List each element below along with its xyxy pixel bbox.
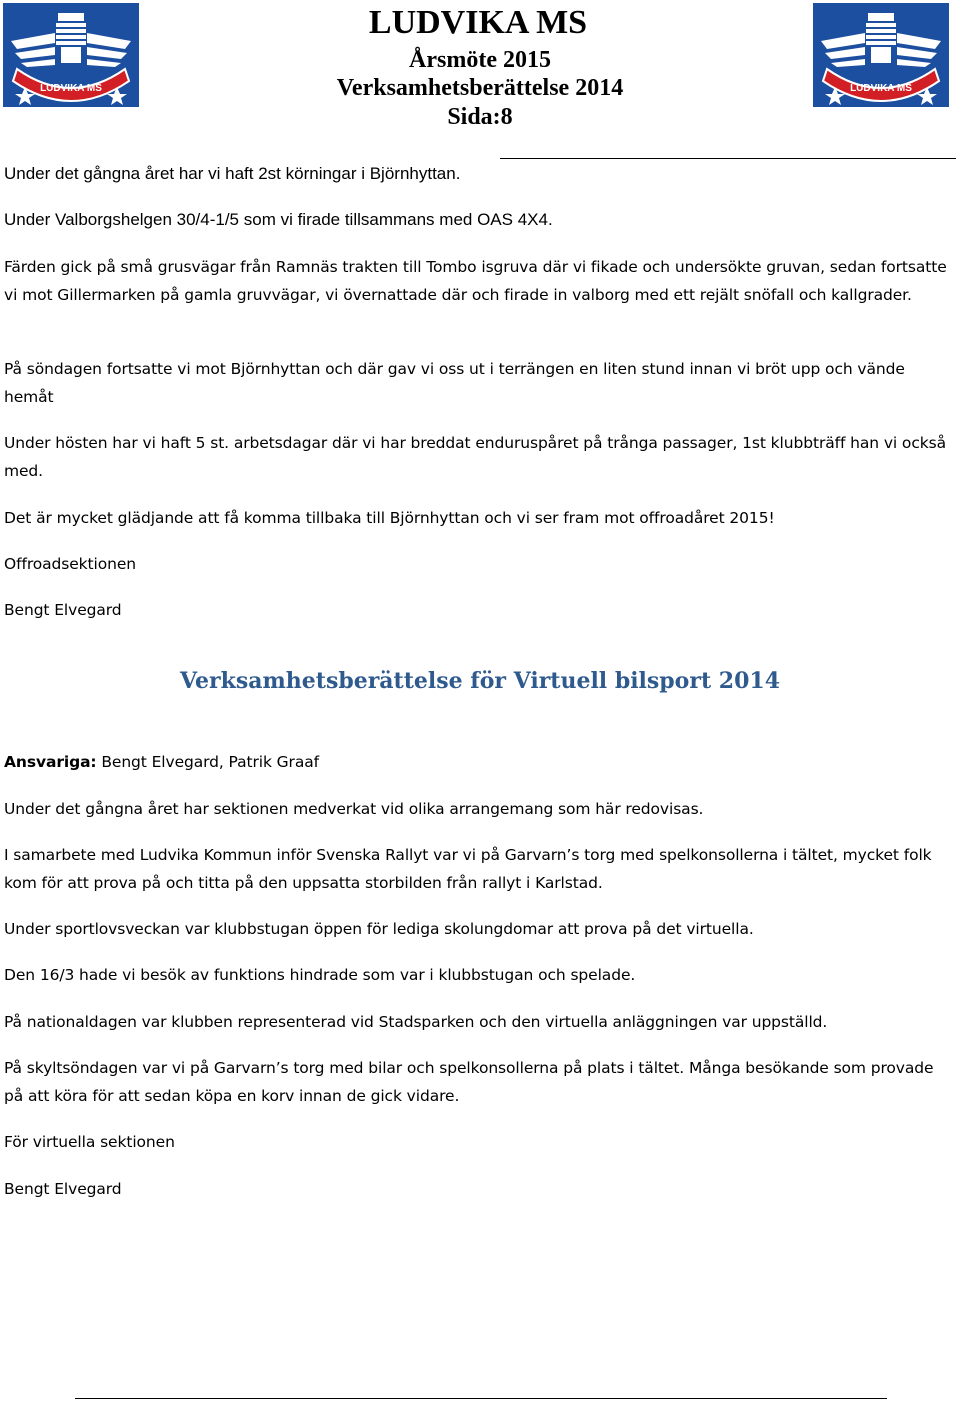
offroad-paragraph-4: På söndagen fortsatte vi mot Björnhyttan och där gav vi oss ut i terrängen en liten stund innan vi bröt upp och vände hemåt [4,360,905,406]
virtual-paragraph-3: Under sportlovsveckan var klubbstugan öppen för lediga skolungdomar att prova på det virtuella. [4,920,754,938]
meeting-title: Årsmöte 2015 [409,47,551,73]
club-name: LUDVIKA MS [368,4,588,41]
footer-divider [75,1398,887,1399]
virtual-section-heading: Verksamhetsberättelse för Virtuell bilsport 2014 [179,668,780,694]
offroad-paragraph-2: Under Valborgshelgen 30/4-1/5 som vi firade tillsammans med OAS 4X4. [4,210,553,229]
virtual-paragraph-4: Den 16/3 hade vi besök av funktions hindrade som var i klubbstugan och spelade. [4,966,636,984]
offroad-paragraph-1: Under det gångna året har vi haft 2st körningar i Björnhyttan. [4,164,461,183]
offroad-paragraph-5: Under hösten har vi haft 5 st. arbetsdagar där vi har breddat enduruspåret på trånga passager, 1st klubbträff han vi också med. [4,434,946,480]
virtual-paragraph-1: Under det gångna året har sektionen medverkat vid olika arrangemang som här redovisas. [4,800,704,818]
virtual-section-name: För virtuella sektionen [4,1133,175,1151]
virtual-paragraph-2: I samarbete med Ludvika Kommun inför Svenska Rallyt var vi på Garvarn’s torg med spelkonsollerna i tältet, mycket folk kom för att prova på och titta på den uppsatta storbilden från rallyt i Karlstad. [4,846,932,892]
responsible-label: Ansvariga: [4,753,97,771]
virtual-signature: Bengt Elvegard [4,1180,122,1198]
offroad-section-name: Offroadsektionen [4,555,137,573]
page-number: Sida:8 [447,104,513,130]
responsible-line [4,748,956,776]
report-title: Verksamhetsberättelse 2014 [336,75,624,101]
virtual-paragraph-5: På nationaldagen var klubben representerad vid Stadsparken och den virtuella anläggningen var uppställd. [4,1013,828,1031]
offroad-paragraph-6: Det är mycket glädjande att få komma tillbaka till Björnhyttan och vi ser fram mot offroadåret 2015! [4,509,775,527]
svg-text:LUDVIKA MS: LUDVIKA MS [40,83,102,94]
offroad-signature: Bengt Elvegard [4,601,122,619]
offroad-paragraph-3: Färden gick på små grusvägar från Ramnäs trakten till Tombo isgruva där vi fikade och undersökte gruvan, sedan fortsatte vi mot Gillermarken på gamla gruvvägar, vi övernattade där och firade in valborg med ett rejält snöfall och kallgrader. [4,258,947,304]
responsible-names: Bengt Elvegard, Patrik Graaf [96,753,319,771]
svg-text:LUDVIKA MS: LUDVIKA MS [850,83,912,94]
header-divider [500,158,956,159]
virtual-paragraph-6: På skyltsöndagen var vi på Garvarn’s torg med bilar och spelkonsollerna på plats i tältet. Många besökande som provade på att köra för att sedan köpa en korv innan de gick vidare. [4,1059,934,1105]
